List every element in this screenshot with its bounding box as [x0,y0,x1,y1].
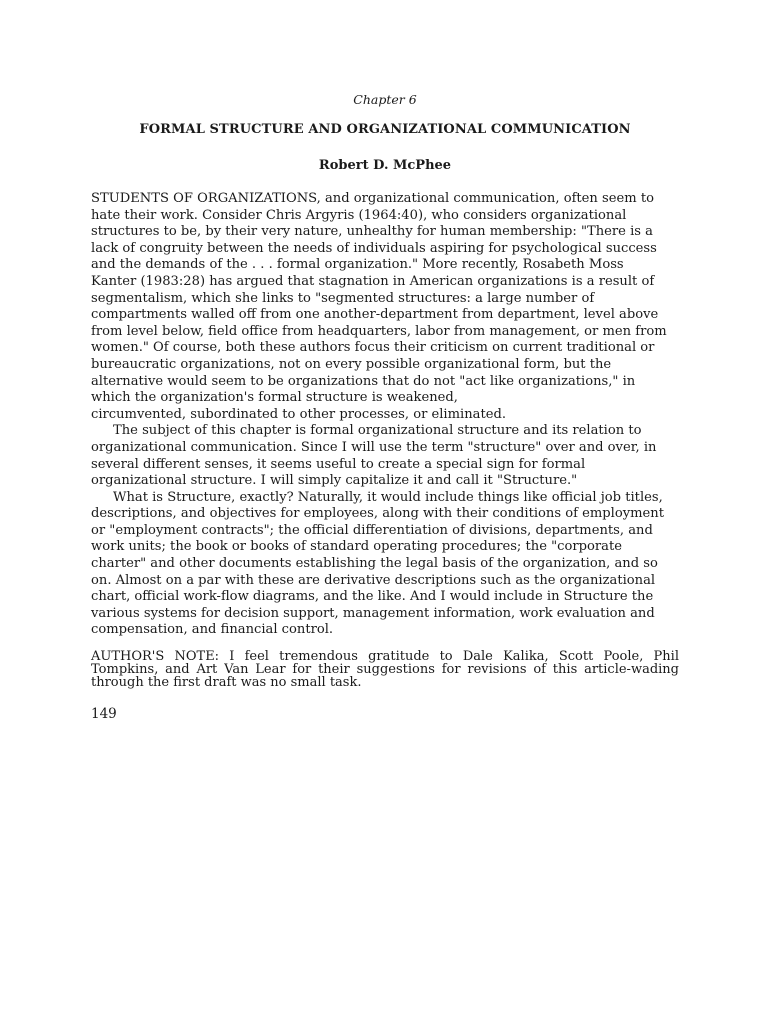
body-text [91,191,679,639]
text-line: The subject of this chapter is formal organizational structure and its relation to [113,423,642,439]
text-line: work units; the book or books of standard operating procedures; the "corporate [91,539,622,555]
text-line: from level below, field office from headquarters, labor from management, or men from [91,323,667,339]
text-line: or "employment contracts"; the official differentiation of divisions, departments, and [91,522,653,538]
text-line: organizational communication. Since I will use the term "structure" over and over, in [91,439,657,455]
note-line: through the first draft was no small task. [91,675,362,690]
author-name: Robert D. McPhee [318,158,452,173]
text-line: STUDENTS OF ORGANIZATIONS, and organizational communication, often seem to [91,191,654,206]
text-line: charter" and other documents establishing the legal basis of the organization, and so [91,556,658,572]
text-line: structures to be, by their very nature, unhealthy for human membership: "There is a [91,224,653,240]
text-line: various systems for decision support, management information, work evaluation and [91,605,655,621]
text-line: lack of congruity between the needs of individuals aspiring for psychological success [91,240,657,256]
paragraph-1 [91,191,679,423]
text-line: women." Of course, both these authors focus their criticism on current traditional or [91,340,655,356]
chapter-label: Chapter 6 [353,92,417,107]
text-line: chart, official work-flow diagrams, and the like. And I would include in Structure the [91,589,654,605]
text-line: organizational structure. I will simply capitalize it and call it "Structure." [91,473,578,489]
note-line: Tompkins, and Art Van Lear for their suggestions for revisions of this article-wading [91,662,679,677]
page-number: 149 [91,706,117,722]
chapter-title: FORMAL STRUCTURE AND ORGANIZATIONAL COMMUNICATION [139,122,631,137]
text-line: several different senses, it seems useful to create a special sign for formal [91,456,586,472]
paragraph-3 [91,490,679,639]
text-line: compensation, and financial control. [91,622,334,638]
text-line: descriptions, and objectives for employees, along with their conditions of employment [91,506,664,522]
text-line: bureaucratic organizations, not on every possible organizational form, but the [91,356,612,372]
text-line: and the demands of the . . . formal organization." More recently, Rosabeth Moss [91,257,624,273]
text-line: circumvented, subordinated to other processes, or eliminated. [91,406,507,422]
text-line: which the organization's formal structure is weakened, [91,390,458,406]
text-line: Kanter (1983:28) has argued that stagnation in American organizations is a result of [91,273,655,289]
text-line: on. Almost on a par with these are derivative descriptions such as the organizational [91,572,656,588]
note-line: AUTHOR'S NOTE: I feel tremendous gratitude to Dale Kalika, Scott Poole, Phil [91,649,679,664]
paragraph-2 [91,423,679,489]
authors-note [91,650,679,689]
text-line: hate their work. Consider Chris Argyris (1964:40), who considers organizational [91,207,627,223]
text-line: compartments walled off from one another-department from department, level above [91,307,659,323]
text-line: What is Structure, exactly? Naturally, it would include things like official job titles, [113,489,663,505]
text-line: alternative would seem to be organizations that do not "act like organizations," in [91,373,636,389]
text-line: segmentalism, which she links to "segmented structures: a large number of [91,290,595,306]
